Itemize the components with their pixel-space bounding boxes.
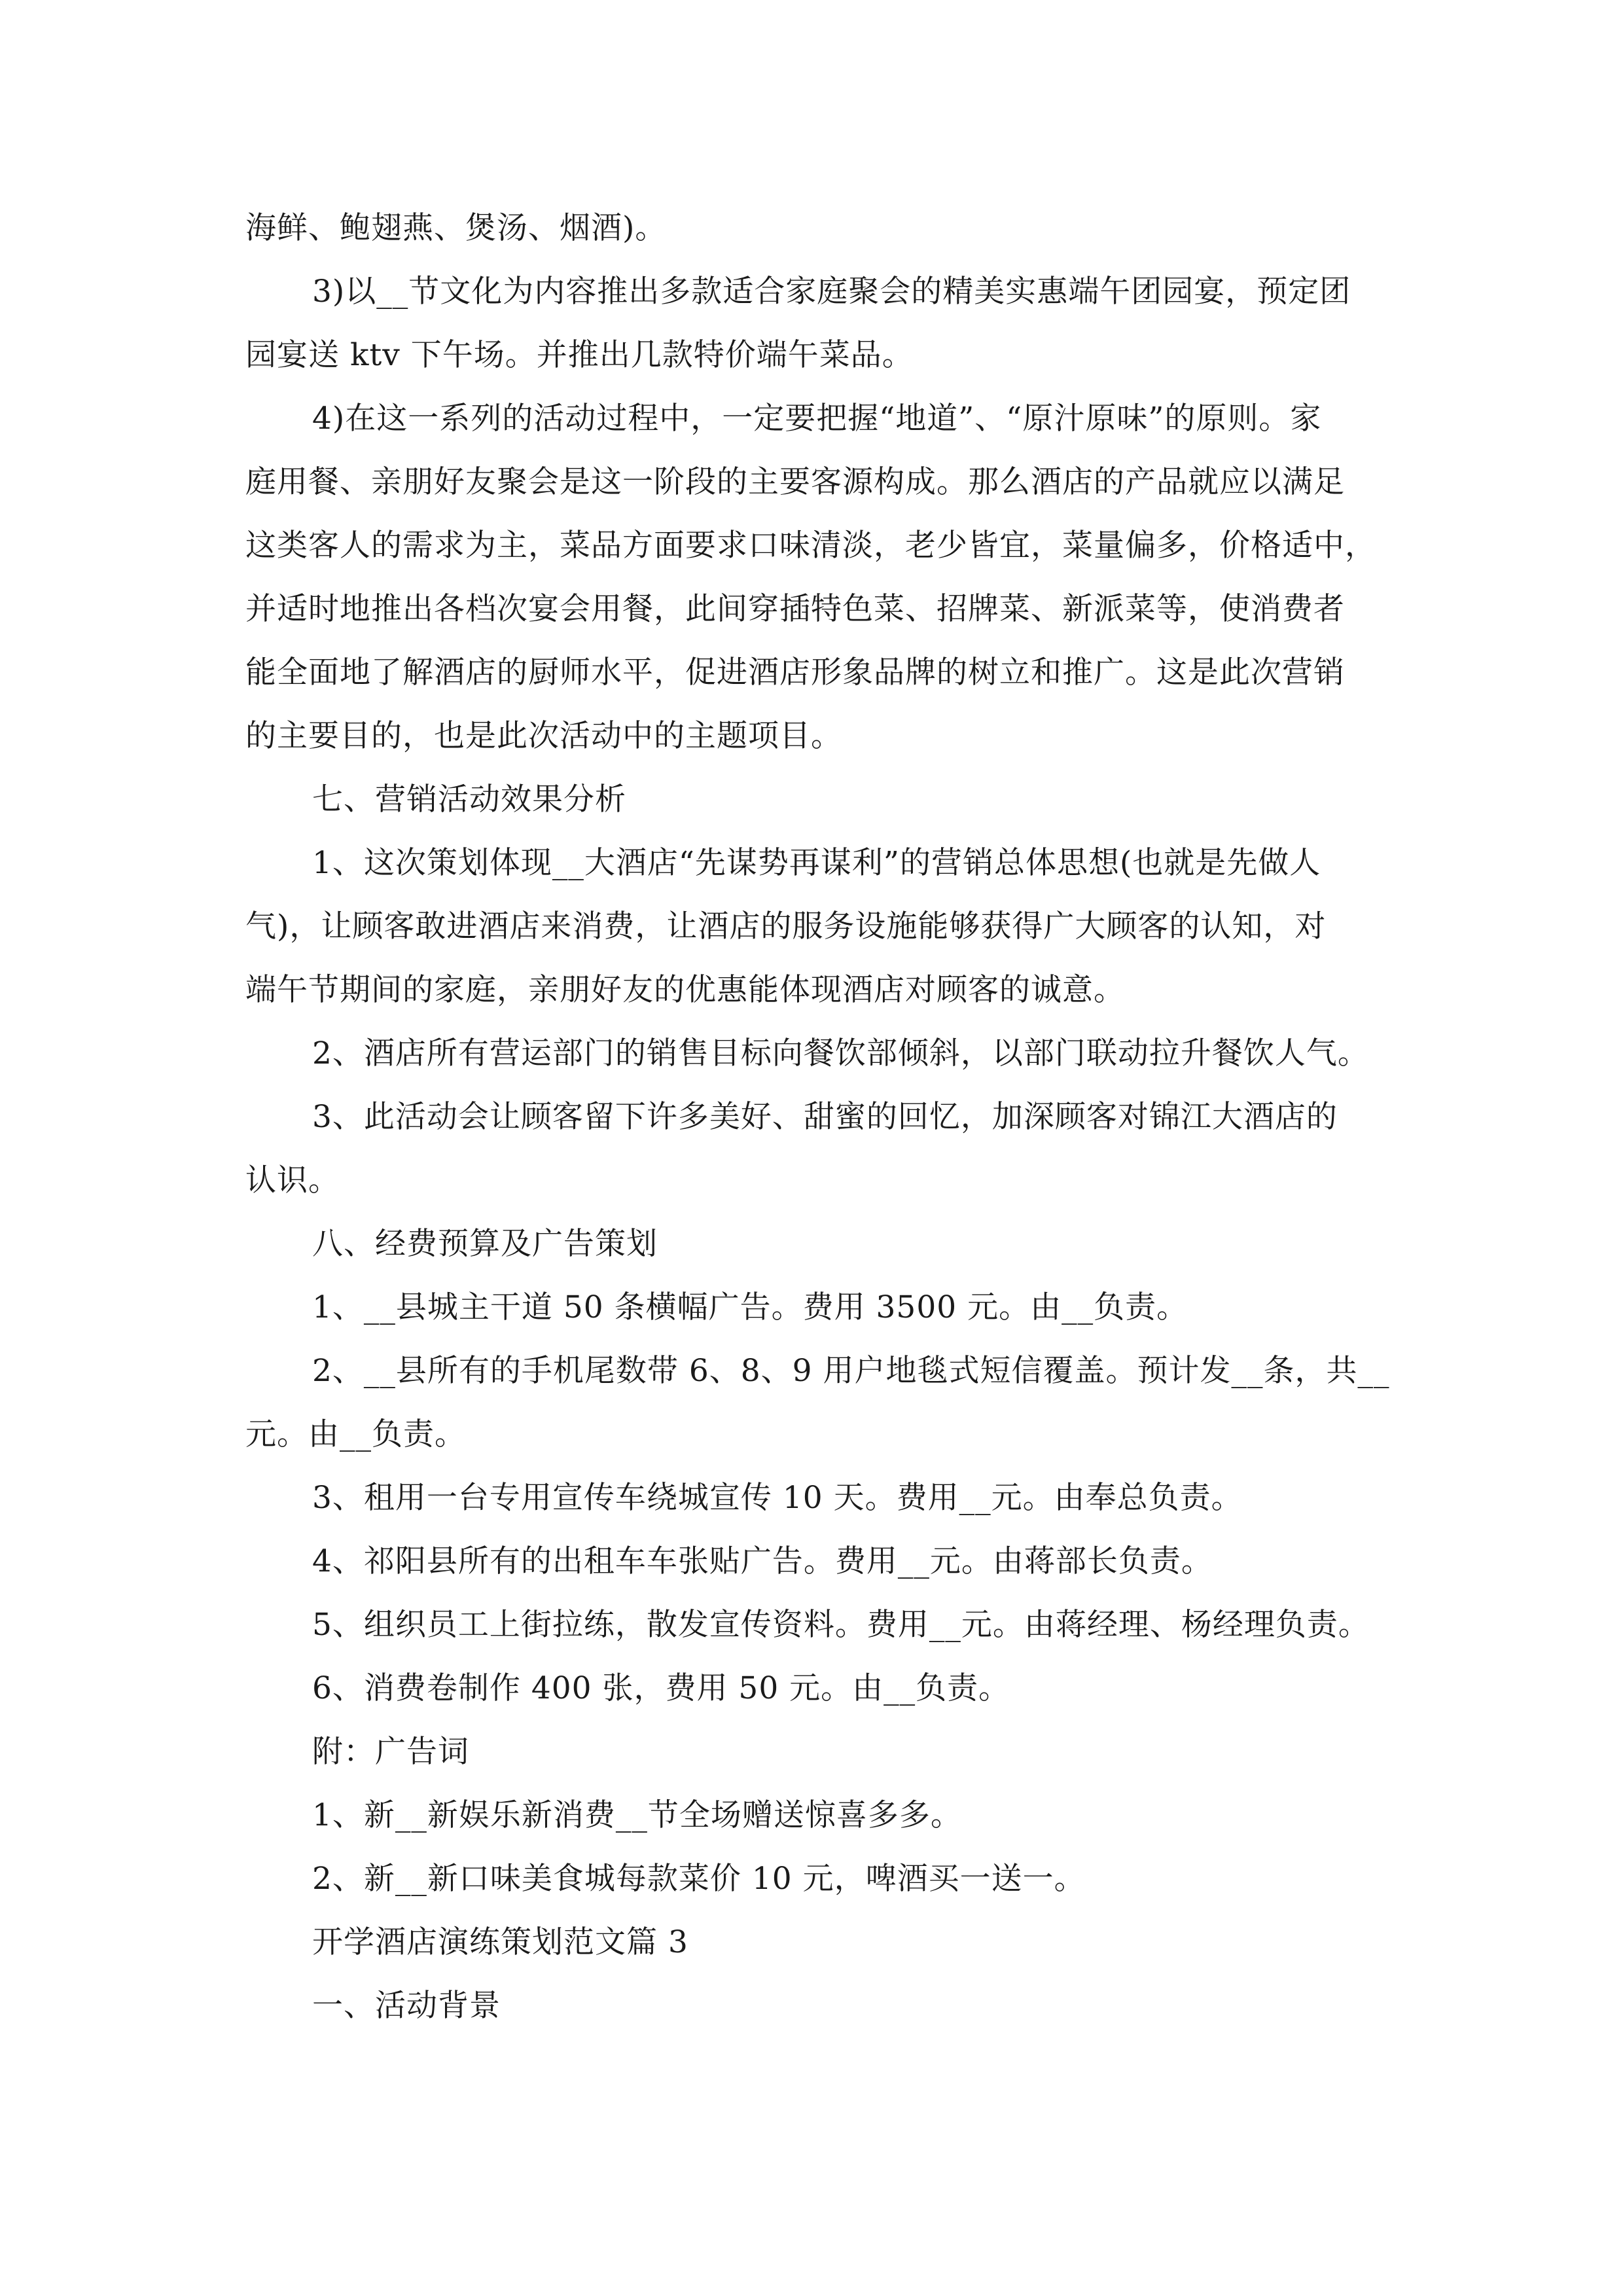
text-line: 1、新__新娱乐新消费__节全场赠送惊喜多多。 [312, 1797, 962, 1833]
document-body [245, 196, 1397, 2037]
text-line: 这类客人的需求为主，菜品方面要求口味清淡，老少皆宜，菜量偏多，价格适中， [245, 528, 1376, 564]
text-line: 元。由__负责。 [245, 1416, 466, 1452]
text-line: 海鲜、鲍翅燕、煲汤、烟酒)。 [245, 210, 667, 246]
text-line: 1、__县城主干道 50 条横幅广告。费用 3500 元。由__负责。 [312, 1289, 1188, 1325]
text-line: 3)以__节文化为内容推出多款适合家庭聚会的精美实惠端午团园宴，预定团 [312, 274, 1351, 310]
text-line: 3、租用一台专用宣传车绕城宣传 10 天。费用__元。由奉总负责。 [312, 1480, 1243, 1516]
text-line: 气)，让顾客敢进酒店来消费，让酒店的服务设施能够获得广大顾客的认知，对 [245, 908, 1327, 944]
text-line: 3、此活动会让顾客留下许多美好、甜蜜的回忆，加深顾客对锦江大酒店的 [312, 1099, 1338, 1135]
text-line: 2、酒店所有营运部门的销售目标向餐饮部倾斜，以部门联动拉升餐饮人气。 [312, 1035, 1369, 1071]
section-heading: 一、活动背景 [312, 1988, 501, 2024]
text-line: 端午节期间的家庭，亲朋好友的优惠能体现酒店对顾客的诚意。 [245, 972, 1125, 1008]
section-heading: 八、经费预算及广告策划 [312, 1226, 658, 1262]
text-line: 2、新__新口味美食城每款菜价 10 元，啤酒买一送一。 [312, 1861, 1086, 1897]
text-line: 庭用餐、亲朋好友聚会是这一阶段的主要客源构成。那么酒店的产品就应以满足 [245, 464, 1345, 500]
text-line: 认识。 [245, 1162, 340, 1198]
text-line: 4)在这一系列的活动过程中，一定要把握“地道”、“原汁原味”的原则。家 [312, 401, 1322, 437]
section-heading: 七、营销活动效果分析 [312, 781, 626, 817]
text-line: 1、这次策划体现__大酒店“先谋势再谋利”的营销总体思想(也就是先做人 [312, 845, 1321, 881]
text-line: 园宴送 ktv 下午场。并推出几款特价端午菜品。 [245, 337, 914, 373]
text-line: 5、组织员工上街拉练，散发宣传资料。费用__元。由蒋经理、杨经理负责。 [312, 1607, 1370, 1643]
text-line: 2、__县所有的手机尾数带 6、8、9 用户地毯式短信覆盖。预计发__条，共__ [312, 1353, 1390, 1389]
article-title: 开学酒店演练策划范文篇 3 [312, 1924, 688, 1960]
text-line: 并适时地推出各档次宴会用餐，此间穿插特色菜、招牌菜、新派菜等，使消费者 [245, 591, 1345, 627]
text-line: 能全面地了解酒店的厨师水平，促进酒店形象品牌的树立和推广。这是此次营销 [245, 655, 1345, 691]
subheading: 附：广告词 [312, 1734, 469, 1770]
text-line: 的主要目的，也是此次活动中的主题项目。 [245, 718, 842, 754]
text-line: 4、祁阳县所有的出租车车张贴广告。费用__元。由蒋部长负责。 [312, 1543, 1213, 1579]
text-line: 6、消费卷制作 400 张，费用 50 元。由__负责。 [312, 1670, 1010, 1706]
